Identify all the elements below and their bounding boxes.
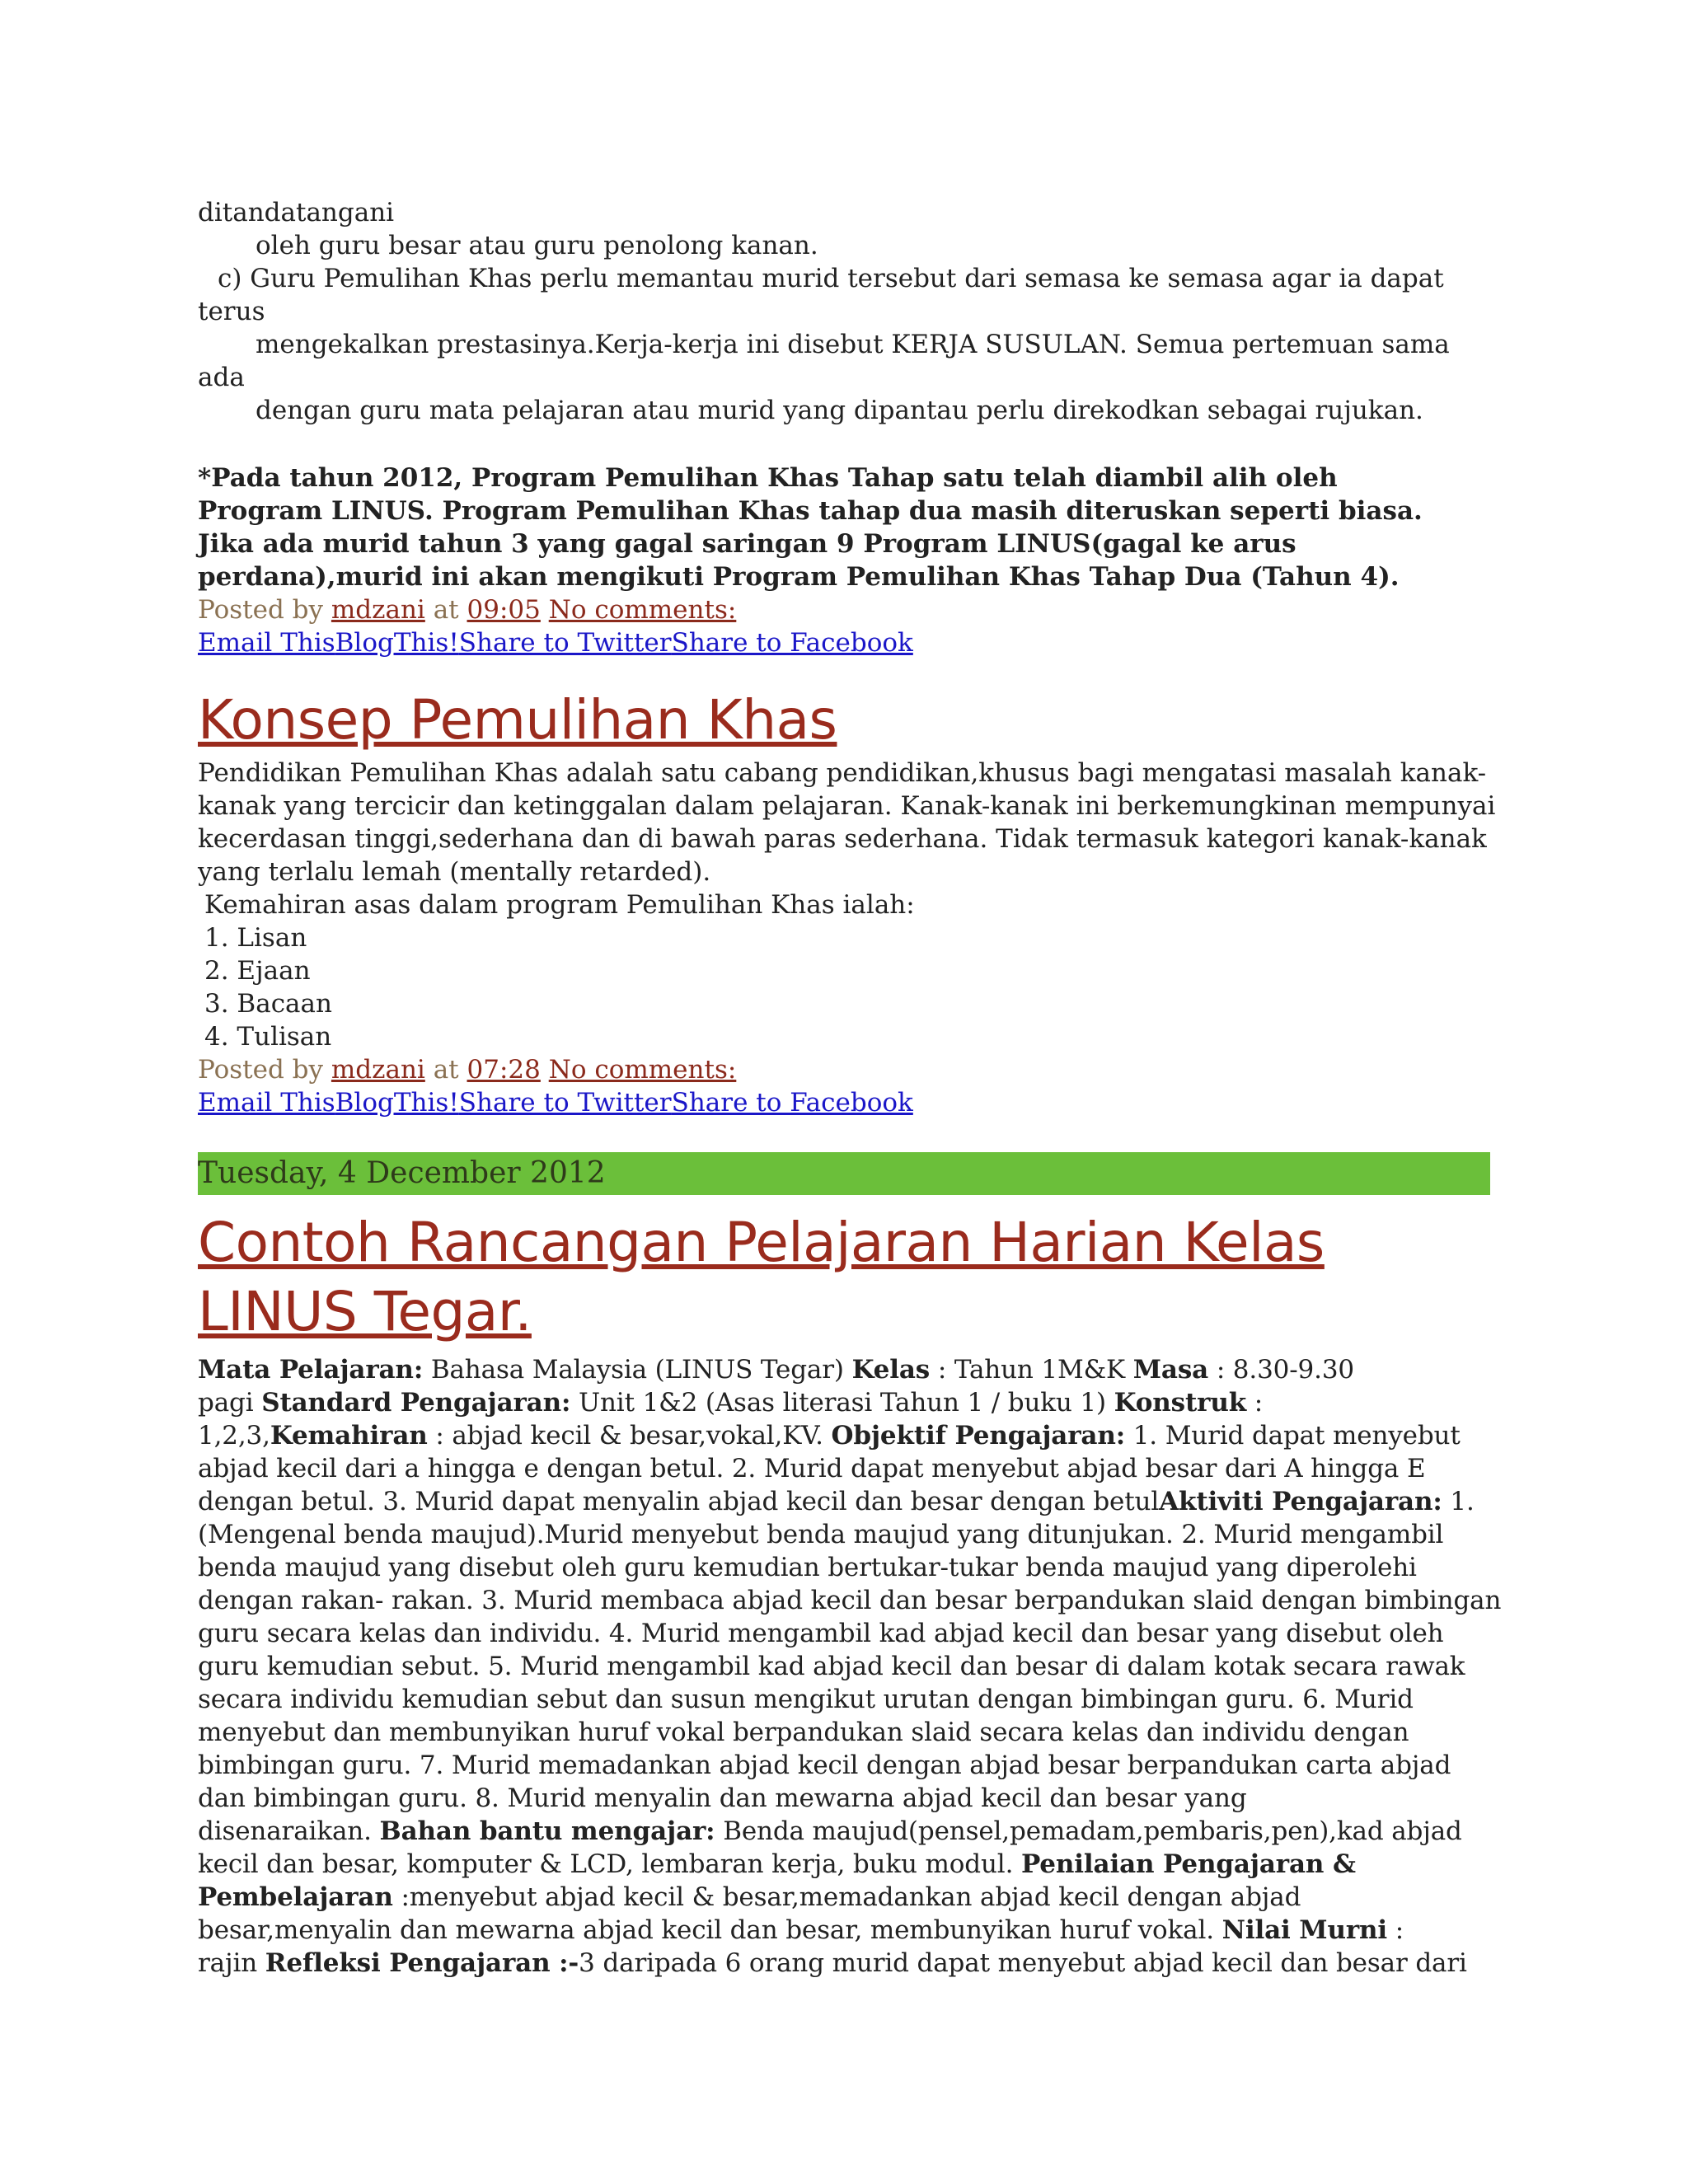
share-facebook-link[interactable]: Share to Facebook [671, 1088, 913, 1118]
rph-line: benda maujud yang disebut oleh guru kemudian bertukar-tukar benda maujud yang diperolehi [198, 1553, 1417, 1582]
post1-meta [198, 593, 1500, 626]
text: : abjad kecil & besar,vokal,KV. [427, 1421, 832, 1451]
text: 1. [1442, 1487, 1475, 1516]
post2-line: yang terlalu lemah (mentally retarded). [198, 857, 711, 887]
note-line: *Pada tahun 2012, Program Pemulihan Khas Tahap satu telah diambil alih oleh [198, 463, 1338, 493]
author-link[interactable]: mdzani [331, 595, 425, 625]
text: pagi [198, 1388, 262, 1418]
rph-line: secara individu kemudian sebut dan susun mengikut urutan dengan bimbingan guru. 6. Murid [198, 1685, 1414, 1714]
post1-note [198, 462, 1500, 593]
label-objective: Objektif Pengajaran: [831, 1421, 1126, 1451]
rph-line: menyebut dan membunyikan huruf vokal berpandukan slaid secara kelas dan individu dengan [198, 1718, 1409, 1747]
rph-line [198, 1815, 1500, 1848]
post1-line: terus [198, 297, 265, 326]
label-activity: Aktiviti Pengajaran: [1159, 1487, 1442, 1516]
text: Benda maujud(pensel,pemadam,pembaris,pen),kad abjad [715, 1816, 1462, 1846]
skills-intro: Kemahiran asas dalam program Pemulihan Khas ialah: [204, 890, 915, 920]
post1-footer [198, 593, 1500, 659]
share-links [198, 1086, 1500, 1119]
text: : Tahun 1M&K [930, 1355, 1133, 1385]
rph-line: guru kemudian sebut. 5. Murid mengambil kad abjad kecil dan besar di dalam kotak secara rawak [198, 1652, 1465, 1681]
at-label: at [433, 595, 459, 625]
text: rajin [198, 1948, 265, 1978]
share-facebook-link[interactable]: Share to Facebook [671, 628, 913, 658]
rph-line: abjad kecil dari a hingga e dengan betul. 2. Murid dapat menyebut abjad besar dari A hingga E [198, 1454, 1426, 1483]
text: : 8.30-9.30 [1208, 1355, 1354, 1385]
post1-line: c) Guru Pemulihan Khas perlu memantau murid tersebut dari semasa ke semasa agar ia dapat [218, 264, 1444, 293]
label-construct: Konstruk [1114, 1388, 1247, 1418]
blogthis-link[interactable]: BlogThis! [335, 1088, 459, 1118]
post3-title [198, 1208, 1500, 1347]
text: dengan betul. 3. Murid dapat menyalin abjad kecil dan besar dengan betul [198, 1487, 1160, 1516]
skill-item: 4. Tulisan [204, 1022, 332, 1052]
post2-body [198, 757, 1500, 1119]
email-this-link[interactable]: Email This [198, 628, 335, 658]
rph-line [198, 1914, 1500, 1947]
post3-body [198, 1353, 1500, 1980]
rph-line [198, 1947, 1500, 1980]
timestamp-link[interactable]: 09:05 [467, 595, 541, 625]
rph-line [198, 1881, 1500, 1914]
post-title-link[interactable]: Konsep Pemulihan Khas [198, 688, 837, 752]
email-this-link[interactable]: Email This [198, 1088, 335, 1118]
text: 1. Murid dapat menyebut [1125, 1421, 1461, 1451]
text: Unit 1&2 (Asas literasi Tahun 1 / buku 1) [570, 1388, 1114, 1418]
post-title-link[interactable]: Contoh Rancangan Pelajaran Harian Kelas [198, 1211, 1325, 1274]
label-time: Masa [1132, 1355, 1209, 1385]
rph-line: dan bimbingan guru. 8. Murid menyalin dan mewarna abjad kecil dan besar yang [198, 1783, 1247, 1813]
timestamp-link[interactable]: 07:28 [467, 1055, 541, 1085]
rph-line: (Mengenal benda maujud).Murid menyebut benda maujud yang ditunjukan. 2. Murid mengambil [198, 1520, 1444, 1549]
label-learning: Pembelajaran [198, 1882, 393, 1912]
share-twitter-link[interactable]: Share to Twitter [458, 628, 672, 658]
post1-line: mengekalkan prestasinya.Kerja-kerja ini disebut KERJA SUSULAN. Semua pertemuan sama [256, 330, 1450, 359]
rph-line: bimbingan guru. 7. Murid memadankan abjad kecil dengan abjad besar berpandukan carta abjad [198, 1750, 1451, 1780]
rph-line: guru secara kelas dan individu. 4. Murid mengambil kad abjad kecil dan besar yang disebut oleh [198, 1619, 1444, 1648]
rph-line [198, 1848, 1500, 1881]
post-title-link-line2[interactable]: LINUS Tegar. [198, 1280, 532, 1343]
label-subject: Mata Pelajaran: [198, 1355, 424, 1385]
posted-by-label: Posted by [198, 1055, 324, 1085]
rph-line: dengan rakan- rakan. 3. Murid membaca abjad kecil dan besar berpandukan slaid dengan bimbingan [198, 1586, 1502, 1615]
text: kecil dan besar, komputer & LCD, lembaran kerja, buku modul. [198, 1849, 1021, 1879]
post2 [198, 687, 1500, 753]
text: Bahasa Malaysia (LINUS Tegar) [423, 1355, 852, 1385]
post1-line: oleh guru besar atau guru penolong kanan. [256, 231, 818, 260]
text: : [1387, 1915, 1404, 1945]
label-class: Kelas [851, 1355, 931, 1385]
skill-item: 3. Bacaan [204, 989, 332, 1019]
note-line: perdana),murid ini akan mengikuti Program Pemulihan Khas Tahap Dua (Tahun 4). [198, 562, 1400, 592]
rph-line [198, 1386, 1500, 1419]
label-standard: Standard Pengajaran: [261, 1388, 571, 1418]
comments-link[interactable]: No comments: [548, 595, 737, 625]
text: besar,menyalin dan mewarna abjad kecil dan besar, membunyikan huruf vokal. [198, 1915, 1222, 1945]
author-link[interactable]: mdzani [331, 1055, 425, 1085]
share-links [198, 626, 1500, 659]
text: :menyebut abjad kecil & besar,memadankan abjad kecil dengan abjad [392, 1882, 1301, 1912]
note-line: Program LINUS. Program Pemulihan Khas tahap dua masih diteruskan seperti biasa. [198, 496, 1423, 526]
label-reflection: Refleksi Pengajaran :- [265, 1948, 579, 1978]
date-header: Tuesday, 4 December 2012 [198, 1152, 1490, 1195]
post2-line: Pendidikan Pemulihan Khas adalah satu cabang pendidikan,khusus bagi mengatasi masalah kanak- [198, 758, 1487, 788]
text: disenaraikan. [198, 1816, 380, 1846]
post2-line: kecerdasan tinggi,sederhana dan di bawah paras sederhana. Tidak termasuk kategori kanak-kanak [198, 824, 1487, 854]
post1-line: dengan guru mata pelajaran atau murid yang dipantau perlu direkodkan sebagai rujukan. [256, 396, 1423, 425]
label-values: Nilai Murni [1221, 1915, 1388, 1945]
posted-by-label: Posted by [198, 595, 324, 625]
label-materials: Bahan bantu mengajar: [379, 1816, 715, 1846]
rph-line [198, 1353, 1500, 1386]
skill-item: 1. Lisan [204, 923, 307, 953]
label-assessment: Penilaian Pengajaran & [1020, 1849, 1356, 1879]
at-label: at [433, 1055, 459, 1085]
skill-item: 2. Ejaan [204, 956, 311, 986]
share-twitter-link[interactable]: Share to Twitter [458, 1088, 672, 1118]
blogthis-link[interactable]: BlogThis! [335, 628, 459, 658]
rph-line [198, 1485, 1500, 1518]
post2-line: kanak yang tercicir dan ketinggalan dalam pelajaran. Kanak-kanak ini berkemungkinan mempunyai [198, 791, 1496, 821]
post1-line: ditandatangani [198, 198, 395, 227]
text: : [1246, 1388, 1264, 1418]
label-skill: Kemahiran [270, 1421, 428, 1451]
post2-meta [198, 1053, 1500, 1086]
note-line: Jika ada murid tahun 3 yang gagal saringan 9 Program LINUS(gagal ke arus [198, 529, 1296, 559]
comments-link[interactable]: No comments: [548, 1055, 737, 1085]
text: 3 daripada 6 orang murid dapat menyebut abjad kecil dan besar dari [579, 1948, 1467, 1978]
rph-line [198, 1419, 1500, 1452]
text: 1,2,3, [198, 1421, 270, 1451]
post1-line: ada [198, 363, 245, 392]
post1-body [198, 196, 1500, 427]
